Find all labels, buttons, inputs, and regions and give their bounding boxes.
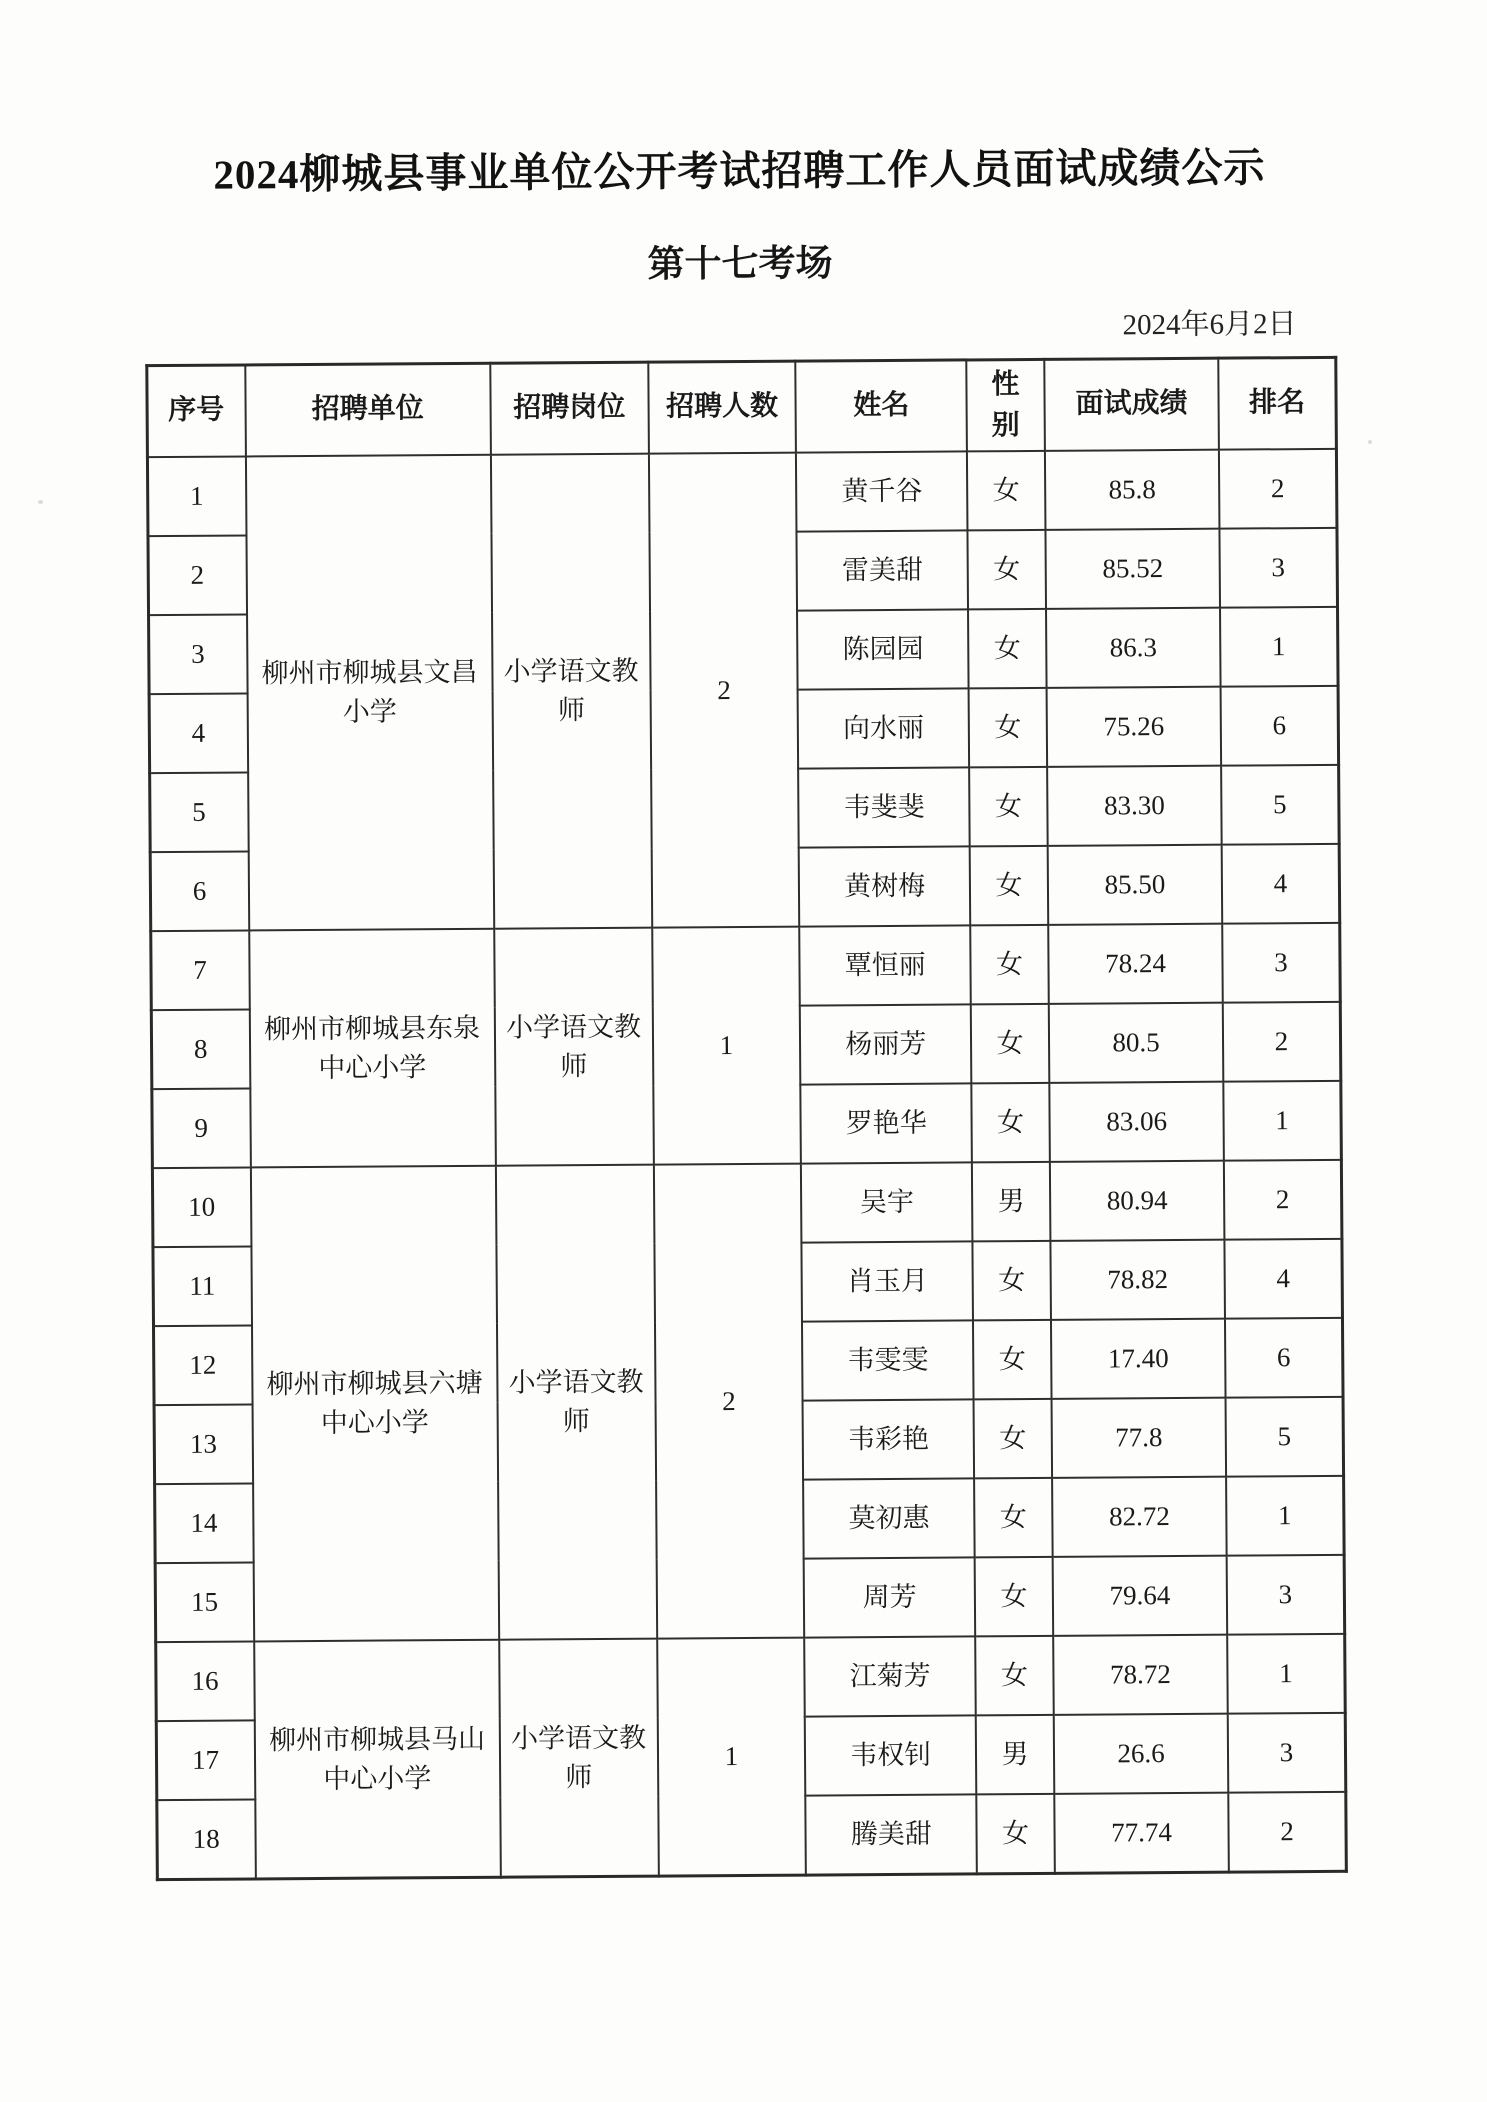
cell-gender: 女 — [976, 1636, 1054, 1716]
cell-no: 17 — [156, 1721, 255, 1801]
cell-rank: 5 — [1222, 765, 1339, 845]
cell-name: 周芳 — [804, 1558, 976, 1638]
cell-rank: 2 — [1223, 1002, 1340, 1082]
cell-name: 莫初惠 — [803, 1479, 975, 1559]
cell-name: 腾美甜 — [805, 1795, 977, 1876]
cell-score: 80.5 — [1048, 1003, 1223, 1083]
cell-gender: 女 — [969, 767, 1047, 847]
cell-name: 韦斐斐 — [798, 768, 970, 848]
cell-no: 3 — [148, 615, 247, 695]
cell-no: 11 — [152, 1247, 251, 1327]
cell-position: 小学语文教师 — [494, 928, 654, 1166]
cell-score: 78.72 — [1053, 1635, 1228, 1715]
cell-name: 向水丽 — [798, 689, 970, 769]
cell-no: 6 — [150, 852, 249, 932]
cell-gender: 男 — [976, 1715, 1054, 1795]
cell-gender: 女 — [974, 1399, 1052, 1479]
header-cell-gender: 性别 — [967, 359, 1045, 451]
cell-unit: 柳州市柳城县文昌小学 — [246, 455, 494, 931]
cell-score: 85.52 — [1045, 529, 1220, 609]
cell-score: 75.26 — [1046, 687, 1221, 767]
cell-position: 小学语文教师 — [491, 454, 652, 929]
cell-gender: 女 — [971, 925, 1049, 1005]
cell-gender: 女 — [975, 1557, 1053, 1637]
cell-gender: 女 — [973, 1241, 1051, 1321]
cell-no: 14 — [154, 1484, 253, 1564]
cell-gender: 女 — [973, 1320, 1051, 1400]
interview-score-table — [145, 356, 1348, 1881]
cell-no: 1 — [147, 457, 246, 537]
cell-no: 4 — [149, 694, 248, 774]
header-cell-name: 姓名 — [795, 360, 967, 453]
cell-gender: 女 — [971, 1004, 1049, 1084]
cell-quota: 1 — [657, 1638, 806, 1877]
cell-name: 黄树梅 — [799, 847, 971, 927]
cell-rank: 3 — [1223, 923, 1340, 1003]
cell-score: 78.24 — [1048, 924, 1223, 1004]
table-row — [155, 1634, 1345, 1721]
cell-name: 杨丽芳 — [800, 1005, 972, 1085]
header-cell-no: 序号 — [146, 365, 245, 457]
cell-score: 17.40 — [1051, 1319, 1226, 1399]
cell-rank: 2 — [1224, 1160, 1341, 1240]
cell-gender: 女 — [974, 1478, 1052, 1558]
cell-score: 83.30 — [1047, 766, 1222, 846]
cell-no: 18 — [156, 1800, 255, 1880]
cell-score: 80.94 — [1050, 1161, 1225, 1241]
cell-position: 小学语文教师 — [499, 1639, 659, 1878]
cell-gender: 女 — [977, 1794, 1055, 1874]
cell-rank: 1 — [1228, 1634, 1345, 1714]
header-cell-position: 招聘岗位 — [490, 362, 649, 455]
cell-name: 肖玉月 — [802, 1242, 974, 1322]
cell-quota: 1 — [652, 927, 801, 1165]
cell-gender: 女 — [968, 609, 1046, 689]
cell-gender: 女 — [970, 846, 1048, 926]
cell-rank: 1 — [1220, 607, 1337, 687]
cell-score: 78.82 — [1050, 1240, 1225, 1320]
cell-score: 85.50 — [1047, 845, 1222, 925]
cell-name: 韦权钊 — [805, 1716, 977, 1796]
cell-no: 12 — [153, 1326, 252, 1406]
cell-no: 8 — [151, 1010, 250, 1090]
cell-score: 83.06 — [1049, 1082, 1224, 1162]
cell-position: 小学语文教师 — [496, 1165, 657, 1640]
cell-no: 13 — [154, 1405, 253, 1485]
cell-unit: 柳州市柳城县六塘中心小学 — [251, 1166, 499, 1642]
table-row — [147, 449, 1337, 536]
cell-no: 16 — [155, 1642, 254, 1722]
cell-gender: 女 — [969, 688, 1047, 768]
cell-unit: 柳州市柳城县东泉中心小学 — [249, 929, 496, 1168]
cell-score: 77.74 — [1054, 1793, 1229, 1874]
cell-rank: 4 — [1225, 1239, 1342, 1319]
score-table-body — [147, 449, 1346, 1880]
header-cell-score: 面试成绩 — [1044, 358, 1219, 451]
cell-no: 10 — [152, 1168, 251, 1248]
exam-room-subtitle: 第十七考场 — [647, 243, 833, 286]
scan-speck — [1368, 440, 1372, 444]
cell-score: 82.72 — [1052, 1477, 1227, 1557]
cell-name: 韦彩艳 — [803, 1400, 975, 1480]
cell-name: 吴宇 — [801, 1163, 973, 1243]
cell-score: 79.64 — [1052, 1556, 1227, 1636]
cell-gender: 女 — [972, 1083, 1050, 1163]
page-title: 2024柳城县事业单位公开考试招聘工作人员面试成绩公示 — [213, 144, 1266, 198]
cell-rank: 2 — [1229, 1792, 1346, 1872]
cell-rank: 6 — [1225, 1318, 1342, 1398]
cell-score: 26.6 — [1053, 1714, 1228, 1794]
cell-rank: 6 — [1221, 686, 1338, 766]
cell-rank: 3 — [1228, 1713, 1345, 1793]
cell-no: 2 — [147, 536, 246, 616]
cell-rank: 2 — [1219, 449, 1336, 529]
cell-gender: 女 — [967, 451, 1045, 531]
header-cell-unit: 招聘单位 — [245, 363, 491, 456]
table-row — [146, 357, 1336, 457]
table-row — [152, 1160, 1342, 1247]
document-date: 2024年6月2日 — [1122, 308, 1297, 342]
cell-score: 85.8 — [1045, 450, 1220, 530]
table-row — [150, 923, 1340, 1010]
cell-no: 5 — [149, 773, 248, 853]
cell-name: 江菊芳 — [804, 1637, 976, 1717]
cell-unit: 柳州市柳城县马山中心小学 — [254, 1640, 501, 1879]
cell-score: 86.3 — [1046, 608, 1221, 688]
cell-gender: 男 — [972, 1162, 1050, 1242]
cell-no: 7 — [150, 931, 249, 1011]
cell-no: 15 — [155, 1563, 254, 1643]
cell-quota: 2 — [654, 1164, 805, 1639]
cell-no: 9 — [151, 1089, 250, 1169]
cell-rank: 1 — [1224, 1081, 1341, 1161]
cell-rank: 5 — [1226, 1397, 1343, 1477]
cell-name: 韦雯雯 — [802, 1321, 974, 1401]
cell-name: 罗艳华 — [800, 1084, 972, 1164]
cell-rank: 3 — [1227, 1555, 1344, 1635]
cell-quota: 2 — [649, 453, 800, 928]
cell-name: 黄千谷 — [796, 452, 968, 532]
cell-score: 77.8 — [1051, 1398, 1226, 1478]
table-header-row — [146, 357, 1336, 457]
cell-gender: 女 — [968, 530, 1046, 610]
cell-rank: 3 — [1220, 528, 1337, 608]
scan-speck — [38, 500, 43, 504]
header-cell-rank: 排名 — [1219, 357, 1336, 449]
cell-rank: 1 — [1227, 1476, 1344, 1556]
cell-name: 陈园园 — [797, 610, 969, 690]
cell-rank: 4 — [1222, 844, 1339, 924]
cell-name: 雷美甜 — [797, 531, 969, 611]
cell-name: 覃恒丽 — [799, 926, 971, 1006]
header-cell-quota: 招聘人数 — [648, 361, 796, 454]
